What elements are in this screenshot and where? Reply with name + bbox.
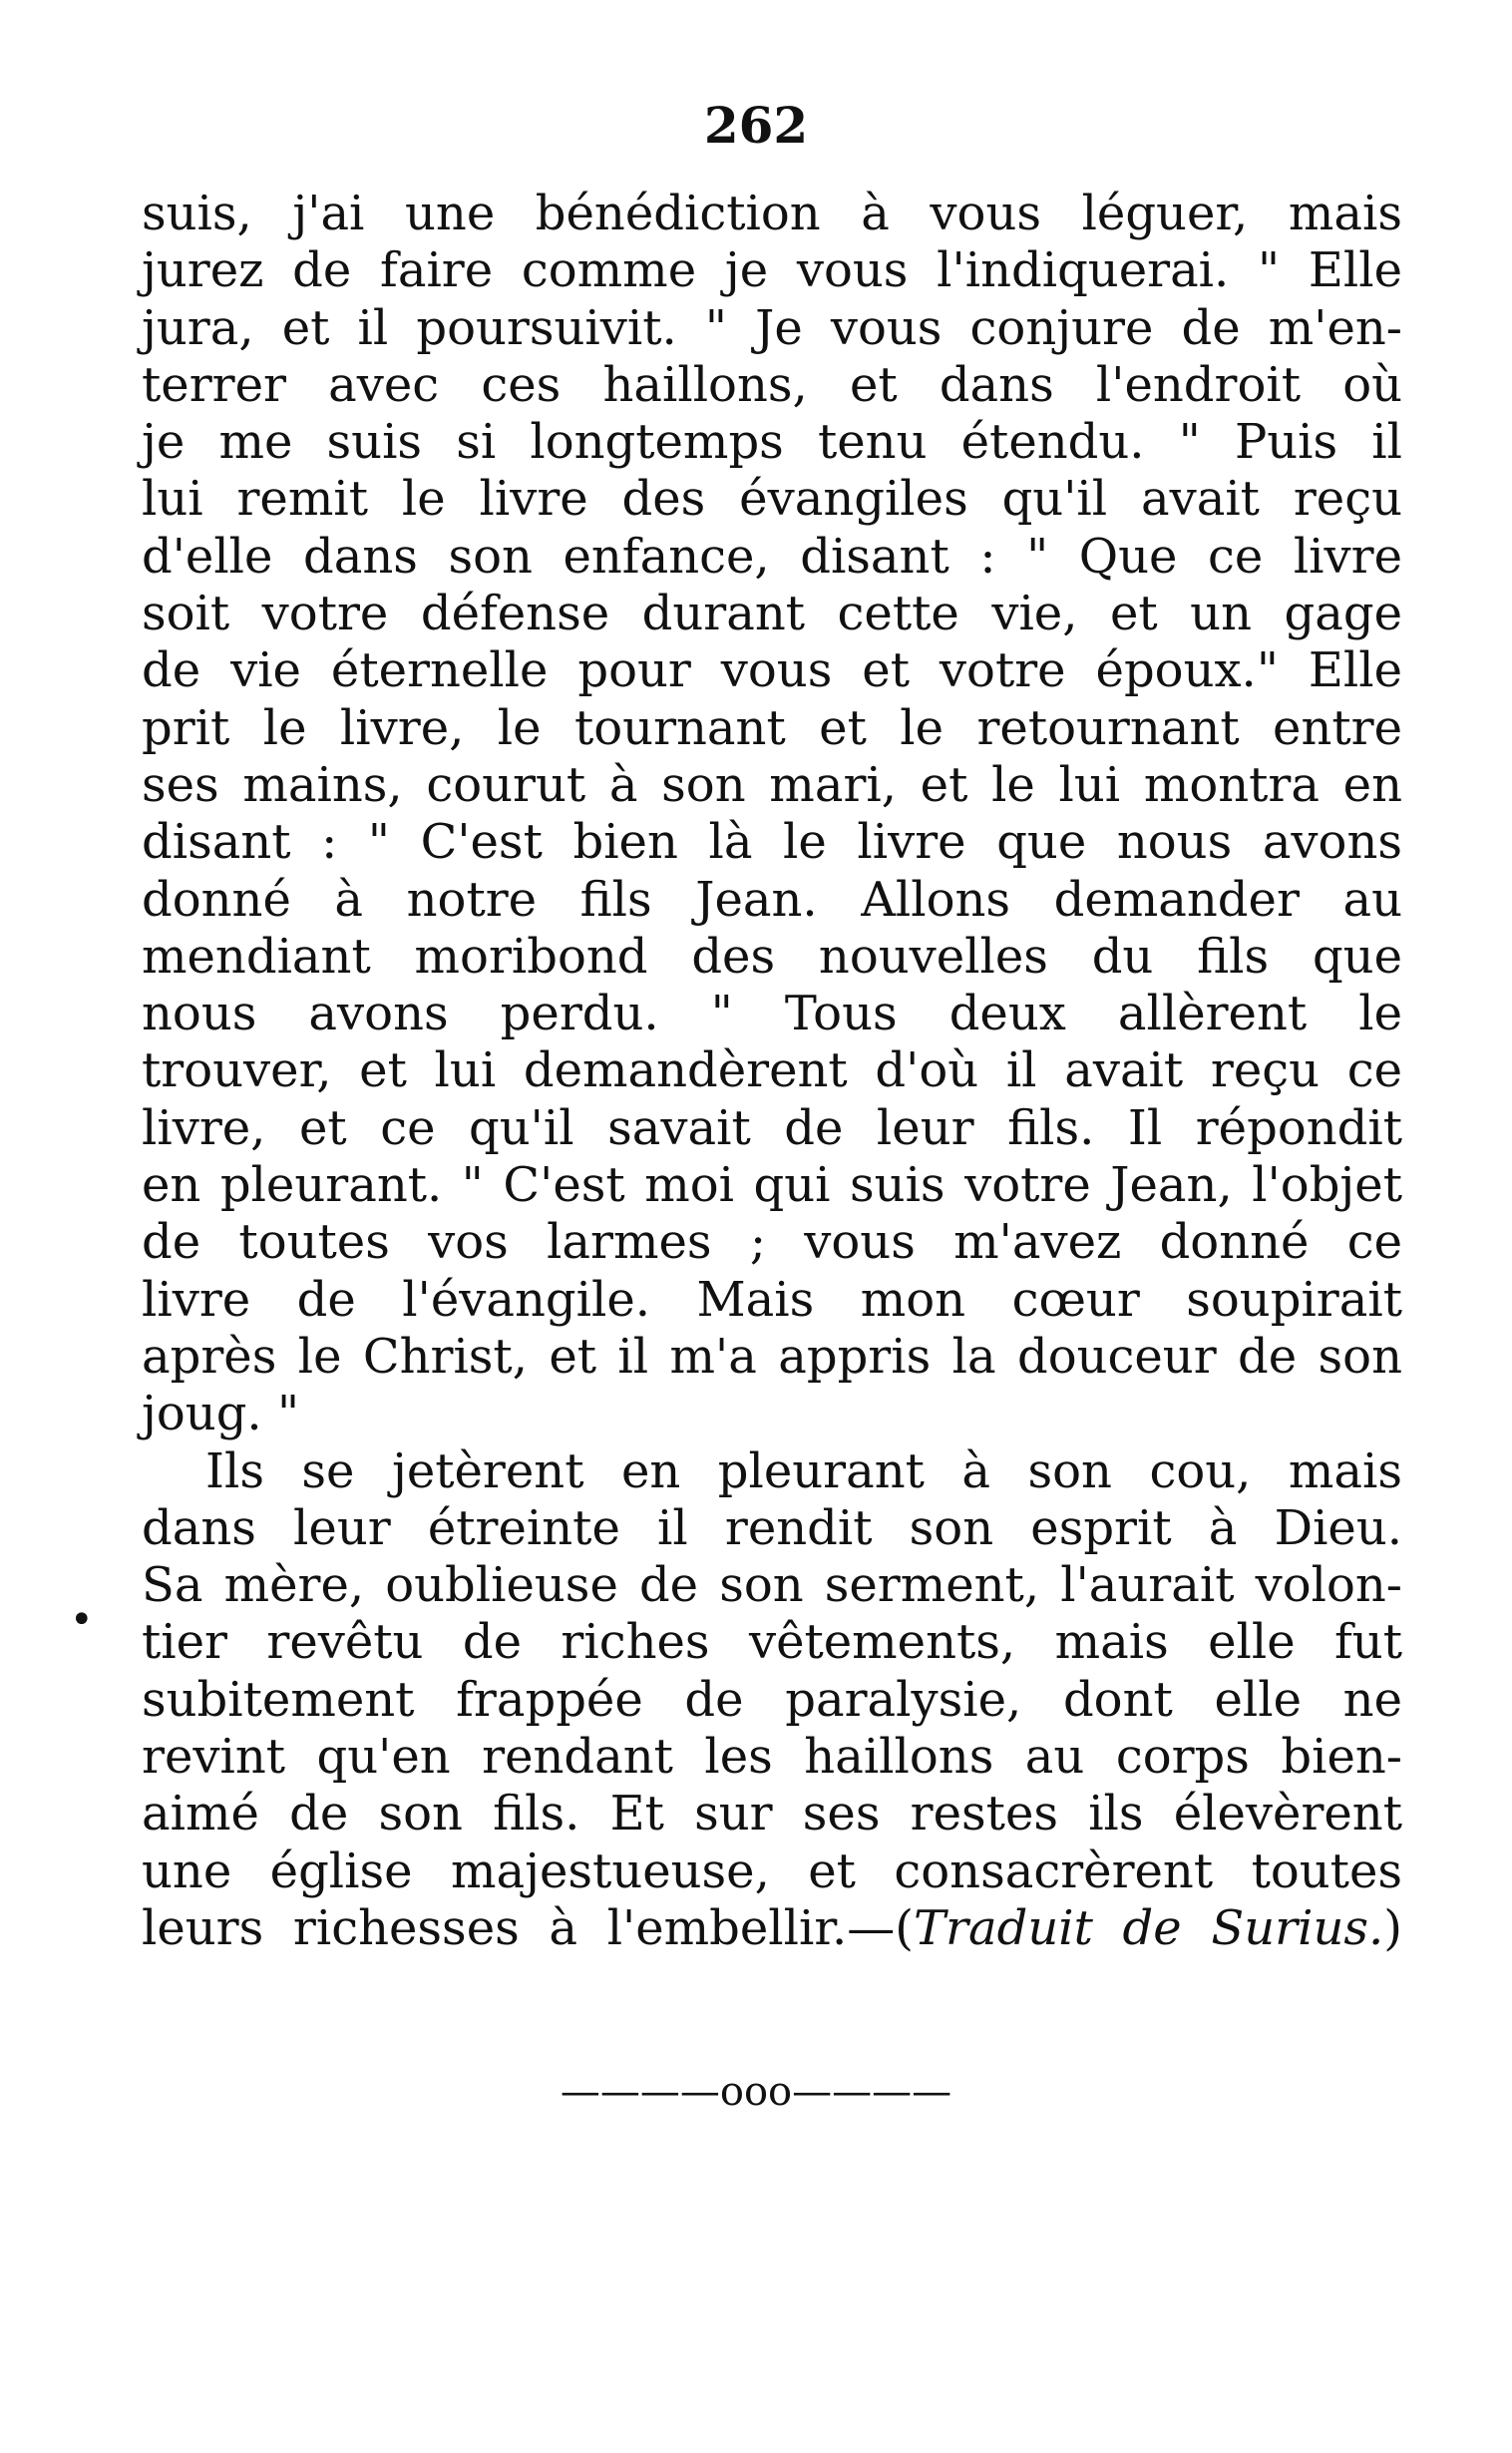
text-line: ses mains, courut à son mari, et le lui montra en xyxy=(142,756,1402,813)
text-line: je me suis si longtemps tenu étendu. " Puis il xyxy=(142,414,1402,471)
text-line: mendiant moribond des nouvelles du fils que xyxy=(142,928,1402,985)
final-line-text: leurs richesses à l'embellir.—( xyxy=(142,1899,915,1956)
text-line: de toutes vos larmes ; vous m'avez donné ce xyxy=(142,1214,1402,1271)
text-line: tier revêtu de riches vêtements, mais elle fut xyxy=(142,1614,1402,1671)
text-line: après le Christ, et il m'a appris la douceur de son xyxy=(142,1328,1402,1385)
text-line: livre, et ce qu'il savait de leur fils. Il répondit xyxy=(142,1099,1402,1156)
section-separator: ————ooo———— xyxy=(560,2069,952,2115)
page-number: 262 xyxy=(703,96,809,155)
text-line: lui remit le livre des évangiles qu'il avait reçu xyxy=(142,471,1402,528)
text-line: revint qu'en rendant les haillons au corps bien- xyxy=(142,1729,1402,1786)
text-line: disant : " C'est bien là le livre que nous avons xyxy=(142,814,1402,871)
text-line: dans leur étreinte il rendit son esprit à Dieu. xyxy=(142,1499,1402,1556)
text-line: jurez de faire comme je vous l'indiquerai. " Elle xyxy=(142,242,1402,299)
text-line-final xyxy=(142,1900,1402,1957)
text-line: en pleurant. " C'est moi qui suis votre Jean, l'objet xyxy=(142,1157,1402,1214)
text-line: joug. " xyxy=(142,1386,300,1442)
text-line: prit le livre, le tournant et le retournant entre xyxy=(142,699,1402,756)
text-line: soit votre défense durant cette vie, et un gage xyxy=(142,586,1402,642)
text-line: nous avons perdu. " Tous deux allèrent le xyxy=(142,986,1402,1042)
text-line: d'elle dans son enfance, disant : " Que ce livre xyxy=(142,528,1402,585)
text-line: aimé de son fils. Et sur ses restes ils élevèrent xyxy=(142,1786,1402,1842)
text-line: trouver, et lui demandèrent d'où il avait reçu ce xyxy=(142,1042,1402,1099)
margin-bullet: • xyxy=(70,1597,94,1643)
text-line: jura, et il poursuivit. " Je vous conjure de m'en- xyxy=(142,299,1402,356)
source-citation: Traduit de Surius. xyxy=(914,1899,1384,1956)
closing-paren: ) xyxy=(1383,1899,1402,1956)
text-line: suis, j'ai une bénédiction à vous léguer, mais xyxy=(142,186,1402,241)
text-line: de vie éternelle pour vous et votre époux." Elle xyxy=(142,642,1402,699)
text-line: terrer avec ces haillons, et dans l'endroit où xyxy=(142,356,1402,413)
body-text xyxy=(142,186,1402,1957)
text-line: une église majestueuse, et consacrèrent toutes xyxy=(142,1842,1402,1899)
paragraph-start-line: Ils se jetèrent en pleurant à son cou, mais xyxy=(205,1442,1402,1499)
text-line: Sa mère, oublieuse de son serment, l'aurait volon- xyxy=(142,1557,1402,1614)
text-line: subitement frappée de paralysie, dont elle ne xyxy=(142,1671,1402,1728)
text-line: donné à notre fils Jean. Allons demander au xyxy=(142,871,1402,928)
text-line: livre de l'évangile. Mais mon cœur soupirait xyxy=(142,1271,1402,1328)
